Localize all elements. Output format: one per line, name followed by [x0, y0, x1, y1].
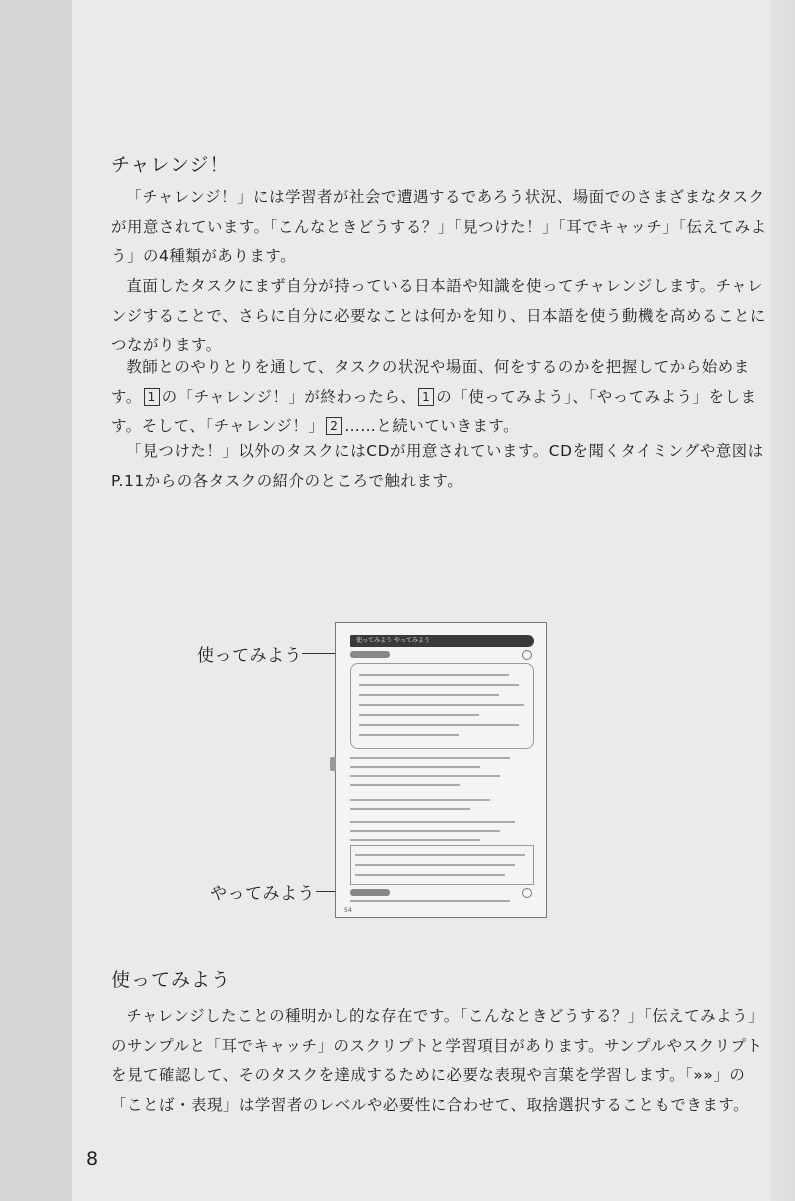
text-line — [350, 900, 510, 902]
box-number-2: 2 — [326, 417, 342, 435]
challenge-paragraph-2: 直面したタスクにまず自分が持っている日本語や知識を使ってチャレンジします。チャレンジすることで、さらに自分に必要なことは何かを知り、日本語を使う動機を高めることにつながります。 — [111, 277, 766, 354]
box-number-1: 1 — [144, 388, 160, 406]
challenge-paragraph-4: 「見つけた！」以外のタスクにはCDが用意されています。CDを聞くタイミングや意図はP.11からの各タスクの紹介のところで触れます。 — [111, 442, 764, 490]
text-line — [350, 775, 500, 777]
text-line — [350, 799, 490, 801]
challenge-paragraph-3-d: ……と続いていきます。 — [344, 417, 520, 435]
page-number: 8 — [86, 1148, 99, 1170]
cd-icon — [522, 650, 532, 660]
text-line — [359, 714, 479, 716]
thumbnail-dialogue-box — [350, 663, 534, 749]
challenge-paragraph-3-c: の「使ってみよう」、「やってみよう」をします。そして、「チャレンジ！」 — [111, 387, 757, 435]
thumbnail-section-tag-2 — [350, 889, 390, 896]
text-line — [350, 821, 515, 823]
text-line — [350, 766, 480, 768]
cd-icon — [522, 888, 532, 898]
text-line — [359, 724, 519, 726]
thumbnail-page-number: 54 — [344, 907, 352, 914]
thumbnail-header-text: 使ってみよう やってみよう — [356, 637, 430, 644]
text-line — [359, 694, 499, 696]
thumbnail-side-tab — [330, 757, 336, 771]
thumbnail-expression-table — [350, 845, 534, 885]
text-line — [355, 854, 525, 856]
text-line — [350, 839, 480, 841]
textbook-page-thumbnail — [335, 622, 547, 918]
thumbnail-header-bar — [350, 635, 534, 647]
thumbnail-section-tag — [350, 651, 390, 658]
text-line — [359, 674, 509, 676]
text-line — [355, 874, 505, 876]
challenge-paragraph-3-a: 教師とのやりとりを通して、タスクの状況や場面、何をするのかを把握してから始めます。 — [111, 358, 750, 406]
text-line — [359, 734, 459, 736]
challenge-paragraph-3 — [111, 353, 776, 442]
text-line — [350, 784, 460, 786]
use-paragraph: チャレンジしたことの種明かし的な存在です。「こんなときどうする？」「伝えてみよう」のサンプルと「耳でキャッチ」のスクリプトと学習項目があります。サンプルやスクリプトを見て確認して、そのタスクを達成するために必要な表現や言葉を学習します。「»»」の「ことば・表現」は学習者のレベルや必要性に合わせて、取捨選択することもできます。 — [111, 1007, 765, 1114]
text-line — [350, 757, 510, 759]
challenge-paragraph-1: 「チャレンジ！」には学習者が社会で遭遇するであろう状況、場面でのさまざまなタスクが用意されています。「こんなときどうする？」「見つけた！」「耳でキャッチ」「伝えてみよう」の4種類があります。 — [111, 188, 767, 265]
challenge-paragraph-3-b: の「チャレンジ！」が終わったら、 — [161, 387, 417, 406]
box-number-1b: 1 — [418, 388, 434, 406]
use-heading: 使ってみよう — [111, 969, 232, 991]
text-line — [355, 864, 515, 866]
text-line — [350, 808, 470, 810]
figure-label-try: やってみよう — [210, 884, 315, 904]
figure-label-use: 使ってみよう — [197, 646, 302, 666]
text-line — [359, 684, 519, 686]
text-line — [350, 830, 500, 832]
text-line — [359, 704, 524, 706]
challenge-heading: チャレンジ！ — [111, 154, 230, 176]
